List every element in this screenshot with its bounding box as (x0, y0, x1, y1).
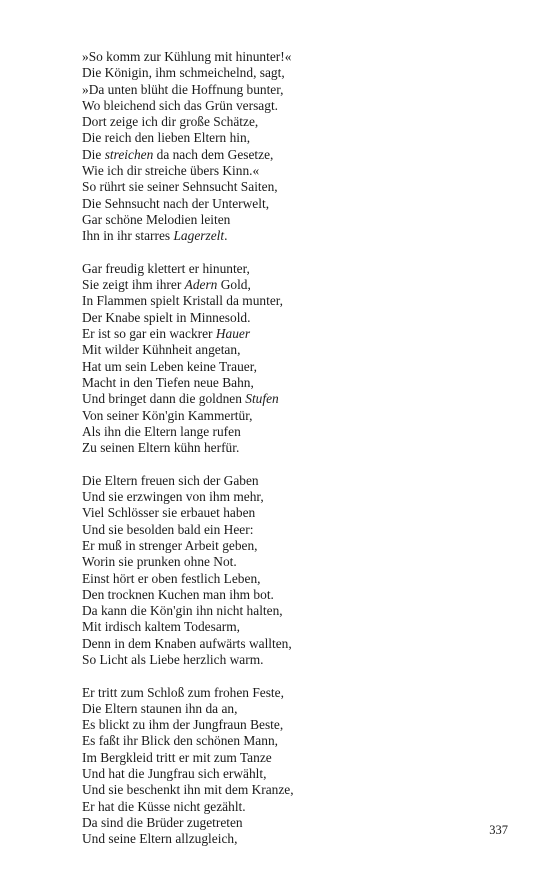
verse-text: . (224, 228, 228, 244)
verse-line (82, 815, 502, 831)
verse-line (82, 603, 502, 619)
verse-line (82, 359, 502, 375)
verse-line (82, 130, 502, 146)
verse-line (82, 522, 502, 538)
verse-line (82, 750, 502, 766)
verse-line (82, 391, 502, 407)
verse-line (82, 163, 502, 179)
verse-text: Und bringet dann die goldnen (82, 391, 246, 407)
verse-text: Wo bleichend sich das Grün versagt. (82, 97, 279, 113)
verse-line (82, 489, 502, 505)
verse-text: Der Knabe spielt in Minnesold. (82, 309, 251, 325)
verse-line (82, 82, 502, 98)
verse-text: Macht in den Tiefen neue Bahn, (82, 374, 254, 390)
emphasized-word: Lagerzelt (173, 228, 225, 244)
verse-text: Die Eltern freuen sich der Gaben (82, 472, 259, 488)
stanza (82, 473, 502, 669)
verse-text: Die Eltern staunen ihn da an, (82, 700, 238, 716)
verse-text: Und sie erzwingen von ihm mehr, (82, 489, 264, 505)
verse-text: Gold, (217, 277, 251, 293)
verse-text: Es faßt ihr Blick den schönen Mann, (82, 733, 278, 749)
verse-line (82, 799, 502, 815)
stanza (82, 261, 502, 457)
verse-text: Von seiner Kön'gin Kammertür, (82, 407, 253, 423)
verse-line (82, 212, 502, 228)
emphasized-word: Hauer (215, 326, 251, 342)
verse-text: Sie zeigt ihm ihrer (82, 277, 185, 293)
verse-text: »Da unten blüht die Hoffnung bunter, (82, 81, 284, 97)
verse-text: Und sie besolden bald ein Heer: (82, 521, 254, 537)
verse-text: Die Königin, ihm schmeichelnd, sagt, (82, 65, 285, 81)
verse-line (82, 554, 502, 570)
verse-text: Er muß in strenger Arbeit geben, (82, 537, 258, 553)
verse-text: So rührt sie seiner Sehnsucht Saiten, (82, 179, 278, 195)
verse-text: Und seine Eltern allzugleich, (82, 831, 238, 847)
stanza (82, 49, 502, 245)
verse-text: »So komm zur Kühlung mit hinunter!« (82, 49, 292, 64)
verse-text: Ihn in ihr starres (82, 228, 174, 244)
verse-line (82, 49, 502, 65)
verse-text: Die (82, 146, 105, 162)
verse-line (82, 179, 502, 195)
verse-text: Und sie beschenkt ihn mit dem Kranze, (82, 782, 294, 798)
verse-line (82, 733, 502, 749)
verse-line (82, 831, 502, 847)
verse-text: Es blickt zu ihm der Jungfraun Beste, (82, 717, 284, 733)
verse-text: Als ihn die Eltern lange rufen (82, 423, 241, 439)
verse-line (82, 196, 502, 212)
verse-text: Er tritt zum Schloß zum frohen Feste, (82, 684, 284, 700)
verse-text: Mit wilder Kühnheit angetan, (82, 342, 241, 358)
verse-text: Den trocknen Kuchen man ihm bot. (82, 586, 274, 602)
verse-line (82, 98, 502, 114)
verse-text: Viel Schlösser sie erbauet haben (82, 505, 256, 521)
verse-text: Gar freudig klettert er hinunter, (82, 260, 250, 276)
verse-text: Da kann die Kön'gin ihn nicht halten, (82, 603, 283, 619)
verse-line (82, 277, 502, 293)
verse-line (82, 766, 502, 782)
verse-line (82, 440, 502, 456)
page-number: 337 (489, 823, 508, 837)
verse-text: In Flammen spielt Kristall da munter, (82, 293, 284, 309)
verse-line (82, 424, 502, 440)
verse-line (82, 114, 502, 130)
verse-text: Und hat die Jungfrau sich erwählt, (82, 766, 267, 782)
poem-text (82, 49, 502, 864)
verse-text: Wie ich dir streiche übers Kinn.« (82, 163, 260, 179)
verse-line (82, 587, 502, 603)
emphasized-word: Adern (184, 277, 218, 293)
verse-line (82, 375, 502, 391)
verse-text: Er ist so gar ein wackrer (82, 326, 216, 342)
verse-text: Mit irdisch kaltem Todesarm, (82, 619, 240, 635)
verse-line (82, 636, 502, 652)
stanza (82, 685, 502, 848)
verse-line (82, 228, 502, 244)
verse-text: da nach dem Gesetze, (153, 146, 274, 162)
verse-text: Im Bergkleid tritt er mit zum Tanze (82, 749, 272, 765)
verse-line (82, 473, 502, 489)
verse-text: So Licht als Liebe herzlich warm. (82, 651, 264, 667)
verse-text: Da sind die Brüder zugetreten (82, 814, 243, 830)
verse-text: Denn in dem Knaben aufwärts wallten, (82, 635, 292, 651)
verse-line (82, 326, 502, 342)
verse-line (82, 701, 502, 717)
verse-line (82, 65, 502, 81)
verse-line (82, 408, 502, 424)
verse-line (82, 619, 502, 635)
verse-line (82, 538, 502, 554)
verse-line (82, 717, 502, 733)
verse-line (82, 342, 502, 358)
verse-text: Er hat die Küsse nicht gezählt. (82, 798, 246, 814)
verse-line (82, 685, 502, 701)
verse-line (82, 310, 502, 326)
verse-line (82, 652, 502, 668)
verse-text: Die reich den lieben Eltern hin, (82, 130, 251, 146)
verse-text: Dort zeige ich dir große Schätze, (82, 114, 259, 130)
verse-line (82, 147, 502, 163)
verse-line (82, 261, 502, 277)
verse-line (82, 505, 502, 521)
verse-text: Worin sie prunken ohne Not. (82, 554, 237, 570)
verse-text: Hat um sein Leben keine Trauer, (82, 358, 257, 374)
emphasized-word: streichen (104, 146, 154, 162)
verse-text: Einst hört er oben festlich Leben, (82, 570, 261, 586)
verse-line (82, 293, 502, 309)
verse-text: Die Sehnsucht nach der Unterwelt, (82, 195, 270, 211)
verse-line (82, 571, 502, 587)
verse-line (82, 782, 502, 798)
emphasized-word: Stufen (245, 391, 279, 407)
verse-text: Zu seinen Eltern kühn herfür. (82, 440, 240, 456)
verse-text: Gar schöne Melodien leiten (82, 211, 231, 227)
